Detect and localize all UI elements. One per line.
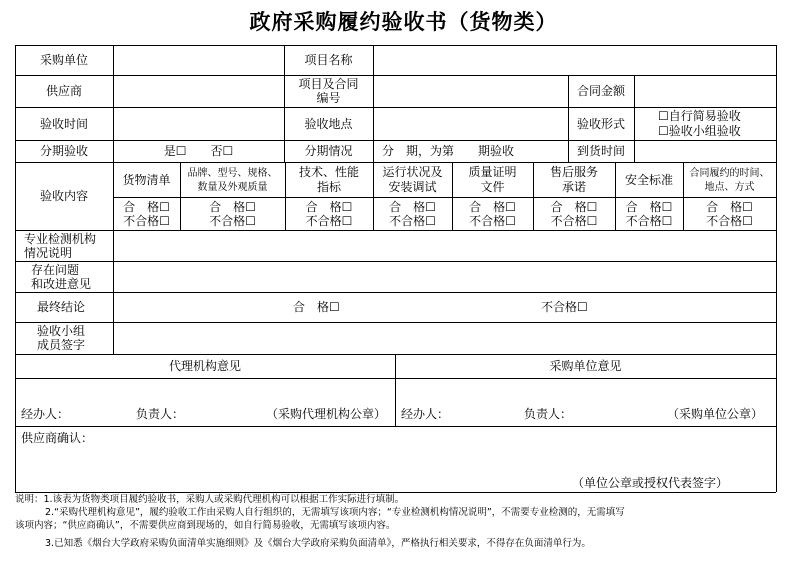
note-line: 3.已知悉《烟台大学政府采购负面清单实施细则》及《烟台大学政府采购负面清单》，严格执行相关要求，不得存在负面清单行为。 — [45, 538, 591, 549]
issues-label-2: 和改进意见 — [31, 277, 92, 291]
project-contract-no-label-1: 项目及合同 — [298, 77, 359, 91]
inspection-agency-label-1: 专业检测机构 — [24, 232, 97, 246]
item-pass-checkbox[interactable]: 合 格☐ — [550, 200, 598, 214]
item-fail-checkbox[interactable]: 不合格☐ — [469, 214, 516, 228]
project-contract-no-label-2: 编号 — [316, 91, 341, 105]
final-conclusion-label: 最终结论 — [37, 300, 86, 314]
installment-status-label: 分期情况 — [304, 144, 353, 158]
team-sign-label-1: 验收小组 — [37, 324, 86, 338]
form-option-simple-checkbox[interactable]: ☐自行简易验收 — [658, 109, 741, 123]
content-item-header: 数量及外观质量 — [197, 182, 268, 193]
content-item-header: 质量证明 — [468, 165, 517, 179]
installment-text: 分 期，为第 期验收 — [382, 144, 515, 158]
item-fail-checkbox[interactable]: 不合格☐ — [123, 214, 170, 228]
purchaser-handler-label: 经办人： — [401, 407, 450, 421]
supplier-label: 供应商 — [45, 84, 82, 98]
item-pass-checkbox[interactable]: 合 格☐ — [469, 200, 516, 214]
content-item-header: 安全标准 — [624, 173, 673, 187]
content-item-header: 地点、方式 — [704, 182, 755, 193]
item-pass-checkbox[interactable]: 合 格☐ — [706, 200, 753, 214]
acceptance-place-label: 验收地点 — [304, 117, 353, 131]
content-item-header: 品牌、型号、规格、 — [187, 168, 278, 179]
item-fail-checkbox[interactable]: 不合格☐ — [389, 214, 436, 228]
content-item-header: 货物清单 — [122, 173, 171, 187]
content-item-header: 承诺 — [561, 180, 586, 194]
agency-responsible-label: 负责人： — [136, 407, 185, 421]
note-line: 该项内容；“供应商确认”，不需要供应商到现场的，如自行简易验收，无需填写该项内容。 — [15, 520, 396, 531]
content-item-header: 技术、性能 — [298, 165, 359, 179]
content-item-header: 售后服务 — [549, 165, 598, 179]
team-sign-label-2: 成员签字 — [37, 338, 86, 352]
content-item-header: 文件 — [480, 180, 505, 194]
document-title: 政府采购履约验收书（货物类） — [249, 9, 558, 34]
purchaser-seal-label: （采购单位公章） — [667, 407, 764, 421]
content-item-header: 合同履约的时间、 — [689, 168, 770, 179]
item-fail-checkbox[interactable]: 不合格☐ — [625, 214, 673, 228]
final-fail-checkbox[interactable]: 不合格☐ — [541, 300, 588, 314]
purchaser-label: 采购单位 — [39, 53, 88, 67]
supplier-seal-label: （单位公章或授权代表签字） — [572, 476, 729, 490]
form-option-team-checkbox[interactable]: ☐验收小组验收 — [658, 124, 741, 138]
content-item-header: 指标 — [316, 180, 341, 194]
item-fail-checkbox[interactable]: 不合格☐ — [209, 214, 256, 228]
goods-arrival-time-label: 到货时间 — [576, 144, 625, 158]
item-pass-checkbox[interactable]: 合 格☐ — [305, 200, 353, 214]
supplier-confirm-label: 供应商确认： — [21, 431, 94, 445]
note-line: 说明：1.该表为货物类项目履约验收书，采购人或采购代理机构可以根据工作实际进行填制。 — [15, 494, 405, 505]
item-pass-checkbox[interactable]: 合 格☐ — [389, 200, 436, 214]
contract-amount-label: 合同金额 — [576, 84, 625, 98]
final-pass-checkbox[interactable]: 合 格☐ — [293, 300, 340, 314]
agency-seal-label: （采购代理机构公章） — [266, 407, 387, 421]
issues-label-1: 存在问题 — [31, 263, 80, 277]
item-fail-checkbox[interactable]: 不合格☐ — [305, 214, 353, 228]
purchaser-responsible-label: 负责人： — [524, 407, 573, 421]
item-fail-checkbox[interactable]: 不合格☐ — [550, 214, 598, 228]
agency-handler-label: 经办人： — [21, 407, 70, 421]
acceptance-time-label: 验收时间 — [39, 117, 88, 131]
project-name-label: 项目名称 — [304, 53, 353, 67]
purchaser-opinion-header: 采购单位意见 — [549, 359, 622, 373]
agency-opinion-header: 代理机构意见 — [168, 359, 241, 373]
note-line: 2.“采购代理机构意见”，履约验收工作由采购人自行组织的，无需填写该项内容；“专业检测机构情况说明”，不需要专业检测的，无需填写 — [45, 507, 625, 518]
content-item-header: 安装调试 — [388, 180, 437, 194]
acceptance-form-label: 验收形式 — [576, 117, 625, 131]
inspection-agency-label-2: 情况说明 — [24, 246, 73, 260]
content-item-header: 运行状况及 — [382, 165, 443, 179]
item-fail-checkbox[interactable]: 不合格☐ — [706, 214, 753, 228]
installment-yes-no-checkbox[interactable]: 是☐ 否☐ — [163, 144, 234, 158]
item-pass-checkbox[interactable]: 合 格☐ — [625, 200, 673, 214]
acceptance-content-label: 验收内容 — [39, 189, 88, 203]
installment-acceptance-label: 分期验收 — [39, 144, 88, 158]
item-pass-checkbox[interactable]: 合 格☐ — [209, 200, 256, 214]
item-pass-checkbox[interactable]: 合 格☐ — [123, 200, 170, 214]
